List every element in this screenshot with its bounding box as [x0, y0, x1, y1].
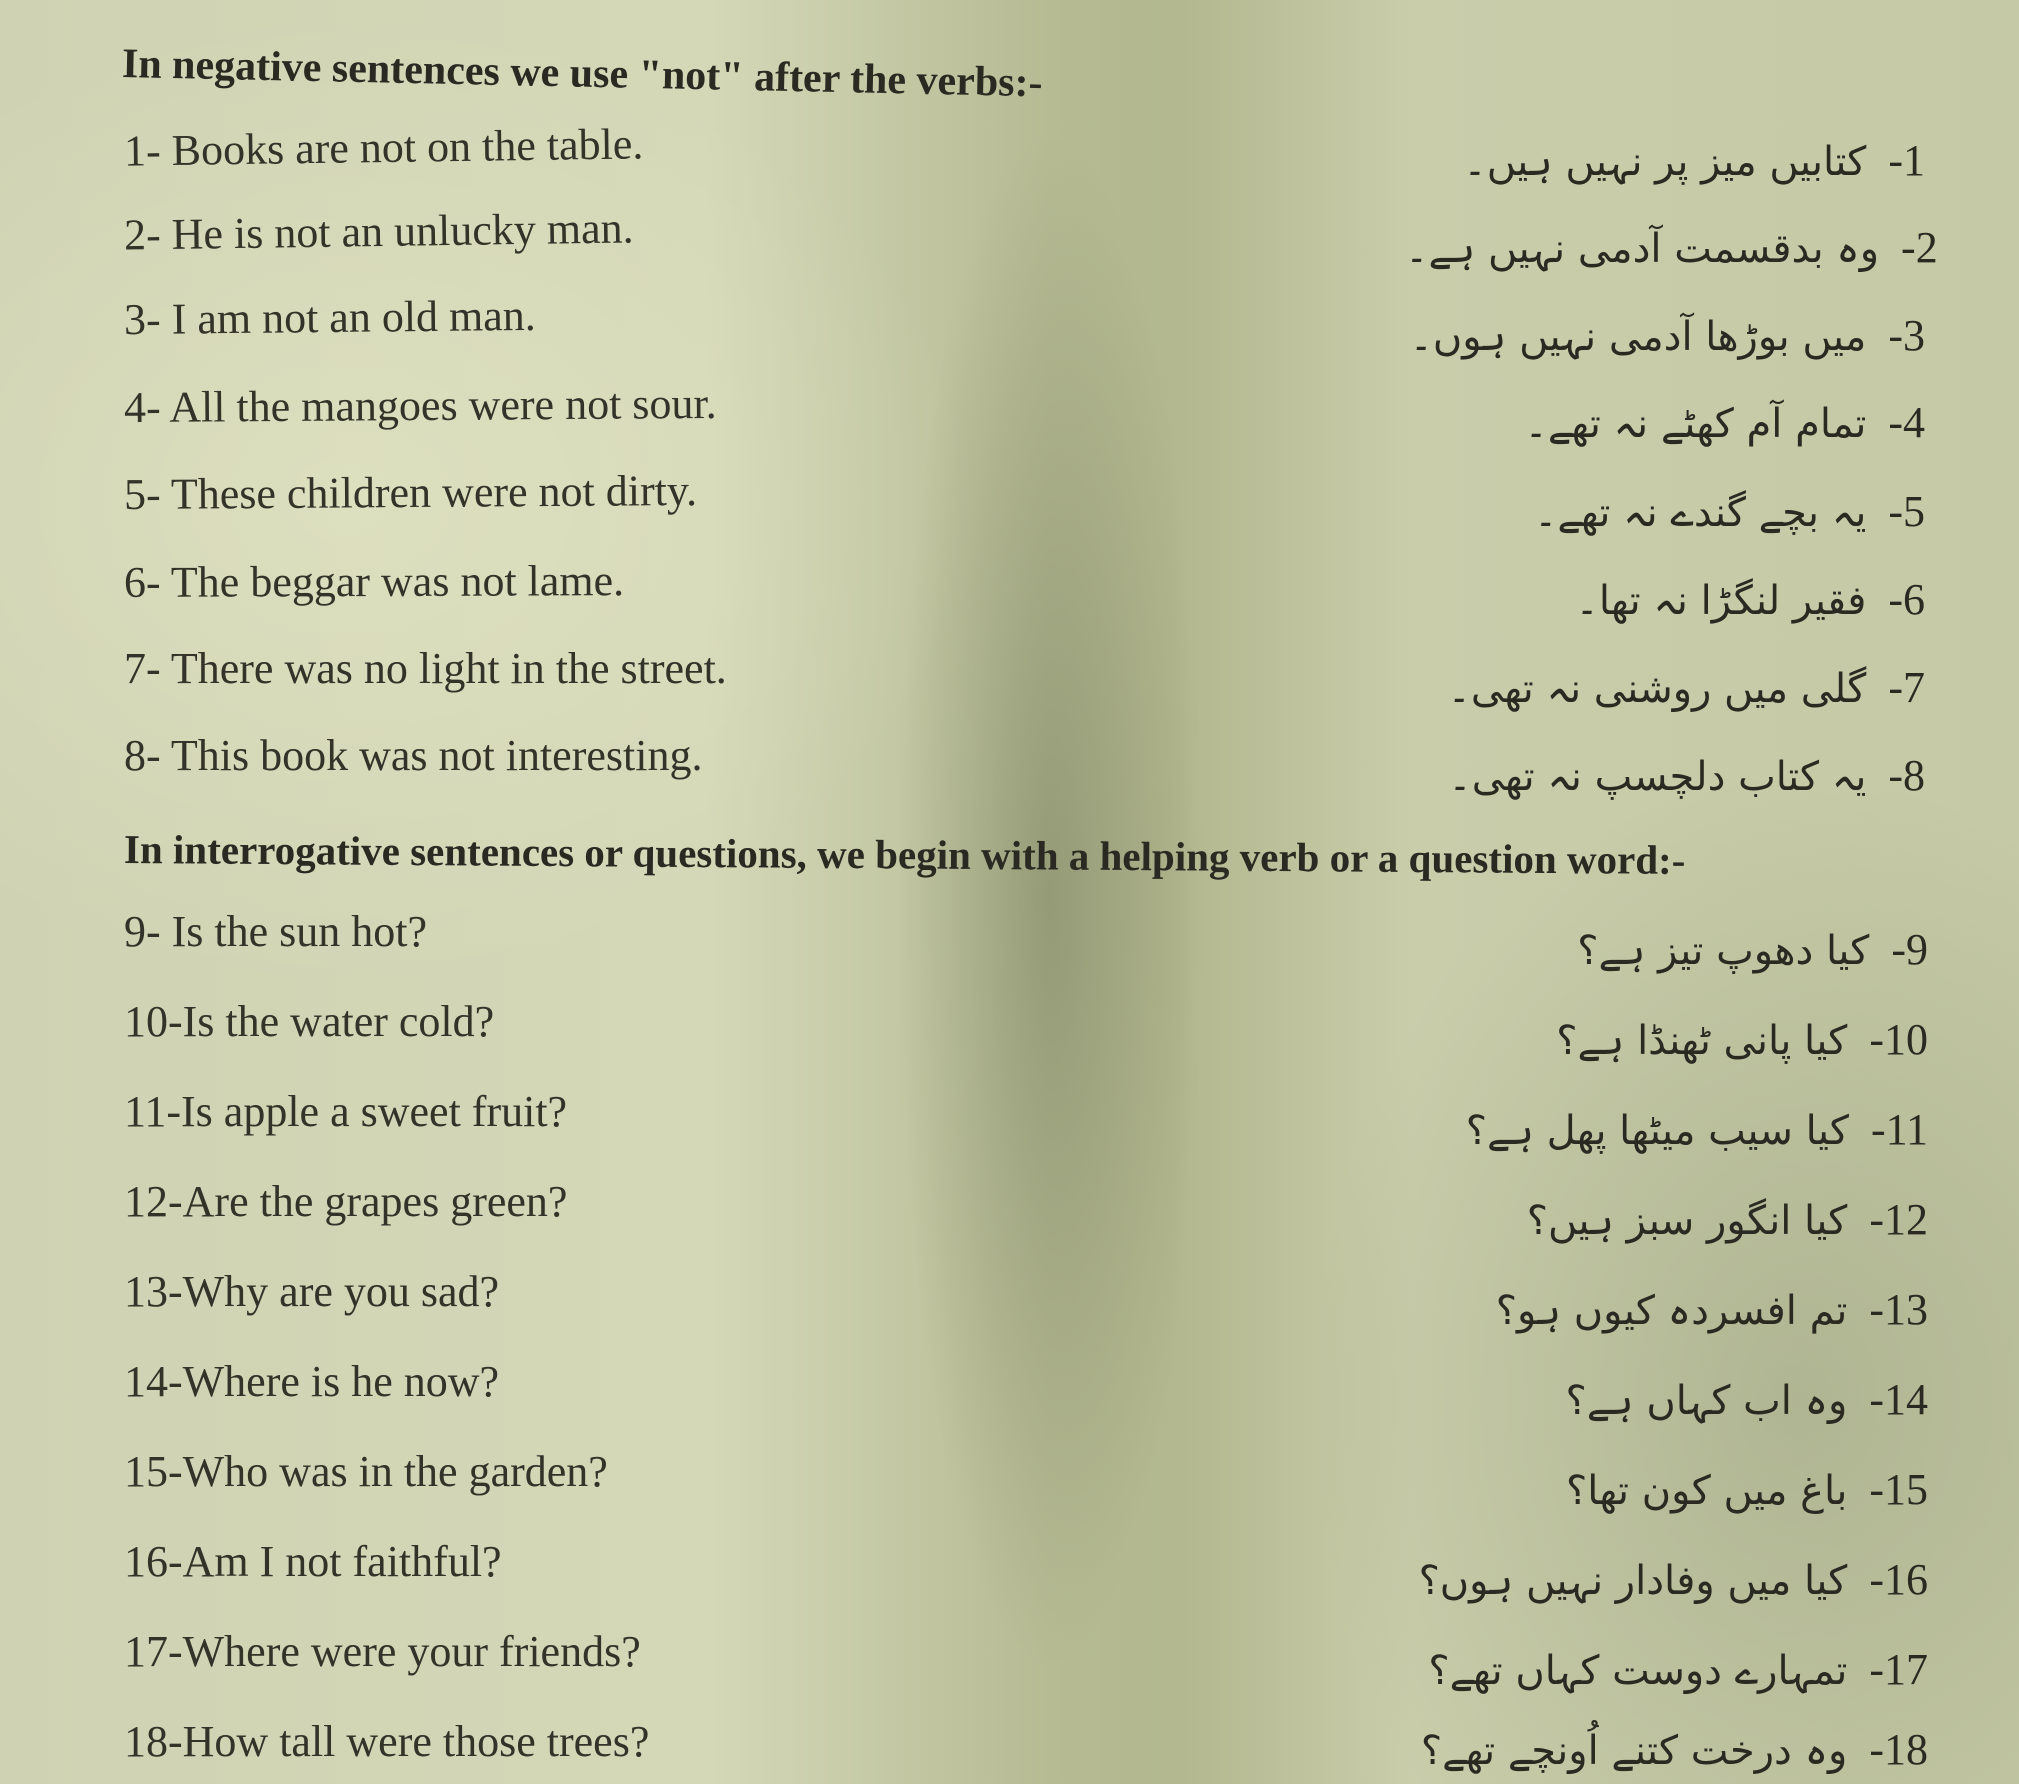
english-sentence-9: 9- Is the sun hot?	[124, 907, 428, 956]
urdu-sentence-11	[1408, 1104, 1928, 1155]
urdu-sentence-16	[1408, 1554, 1928, 1605]
urdu-text: کیا پانی ٹھنڈا ہے؟	[1556, 1018, 1848, 1064]
urdu-sentence-8	[1405, 750, 1925, 801]
english-sentence-8: 8- This book was not interesting.	[124, 731, 703, 780]
english-sentence-2: 2- He is not an unlucky man.	[123, 203, 634, 260]
urdu-number: -9	[1891, 925, 1928, 974]
urdu-text: کیا انگور سبز ہیں؟	[1526, 1198, 1848, 1244]
urdu-number: -17	[1869, 1645, 1928, 1694]
urdu-number: -3	[1888, 311, 1925, 360]
urdu-sentence-17	[1408, 1644, 1928, 1695]
urdu-text: تمہارے دوست کہاں تھے؟	[1428, 1648, 1848, 1694]
urdu-sentence-7	[1405, 662, 1925, 713]
urdu-text: تمام آم کھٹے نہ تھے۔	[1524, 401, 1867, 447]
urdu-sentence-5	[1405, 486, 1925, 537]
english-sentence-5: 5- These children were not dirty.	[123, 466, 698, 519]
english-sentence-13: 13-Why are you sad?	[124, 1267, 500, 1316]
english-sentence-11: 11-Is apple a sweet fruit?	[124, 1087, 568, 1136]
urdu-sentence-14	[1408, 1374, 1928, 1425]
urdu-number: -7	[1888, 663, 1925, 712]
urdu-sentence-10	[1408, 1014, 1928, 1065]
urdu-number: -6	[1888, 575, 1925, 624]
english-sentence-3: 3- I am not an old man.	[123, 290, 537, 345]
urdu-number: -18	[1869, 1725, 1928, 1774]
urdu-number: -16	[1869, 1555, 1928, 1604]
urdu-text: کیا میں وفادار نہیں ہوں؟	[1418, 1558, 1848, 1604]
urdu-sentence-3	[1405, 310, 1925, 361]
urdu-text: کیا سیب میٹھا پھل ہے؟	[1465, 1108, 1849, 1154]
urdu-sentence-6	[1405, 574, 1925, 625]
urdu-number: -10	[1869, 1015, 1928, 1064]
english-sentence-7: 7- There was no light in the street.	[124, 644, 727, 693]
urdu-text: یہ بچے گندے نہ تھے۔	[1533, 490, 1867, 536]
interrogative-sentences-heading: In interrogative sentences or questions, we begin with a helping verb or a question word:-	[123, 826, 1686, 883]
urdu-text: فقیر لنگڑا نہ تھا۔	[1575, 578, 1867, 624]
negative-sentences-heading: In negative sentences we use "not" after the verbs:-	[121, 41, 1043, 107]
urdu-sentence-4	[1405, 397, 1925, 448]
urdu-number: -15	[1869, 1465, 1928, 1514]
urdu-sentence-13	[1408, 1284, 1928, 1335]
urdu-number: -14	[1869, 1375, 1928, 1424]
english-sentence-12: 12-Are the grapes green?	[124, 1177, 568, 1226]
english-sentence-16: 16-Am I not faithful?	[124, 1537, 502, 1586]
urdu-text: وہ اب کہاں ہے؟	[1565, 1378, 1848, 1424]
english-sentence-1: 1- Books are not on the table.	[123, 119, 644, 176]
urdu-number: -2	[1901, 223, 1938, 272]
urdu-sentence-1	[1405, 135, 1925, 186]
urdu-number: -4	[1888, 398, 1925, 447]
urdu-text: باغ میں کون تھا؟	[1565, 1468, 1848, 1514]
urdu-text: یہ کتاب دلچسپ نہ تھی۔	[1448, 754, 1867, 800]
english-sentence-4: 4- All the mangoes were not sour.	[123, 378, 717, 433]
urdu-text: میں بوڑھا آدمی نہیں ہوں۔	[1409, 314, 1867, 360]
urdu-text: وہ درخت کتنے اُونچے تھے؟	[1420, 1728, 1848, 1774]
urdu-sentence-9	[1408, 924, 1928, 975]
urdu-number: -12	[1869, 1195, 1928, 1244]
english-sentence-14: 14-Where is he now?	[124, 1357, 500, 1406]
english-sentence-15: 15-Who was in the garden?	[124, 1447, 608, 1496]
english-sentence-6: 6- The beggar was not lame.	[123, 556, 625, 607]
urdu-text: گلی میں روشنی نہ تھی۔	[1447, 666, 1867, 712]
urdu-sentence-2	[1405, 222, 1938, 273]
urdu-sentence-15	[1408, 1464, 1928, 1515]
urdu-number: -11	[1870, 1105, 1928, 1154]
urdu-number: -13	[1869, 1285, 1928, 1334]
urdu-sentence-18	[1408, 1724, 1928, 1775]
urdu-number: -5	[1888, 487, 1925, 536]
urdu-text: کیا دھوپ تیز ہے؟	[1577, 928, 1870, 974]
english-sentence-17: 17-Where were your friends?	[124, 1627, 641, 1676]
urdu-text: تم افسردہ کیوں ہو؟	[1495, 1288, 1848, 1334]
english-sentence-18: 18-How tall were those trees?	[124, 1717, 650, 1766]
english-sentence-10: 10-Is the water cold?	[124, 997, 495, 1046]
urdu-number: -8	[1888, 751, 1925, 800]
urdu-text: کتابیں میز پر نہیں ہیں۔	[1463, 139, 1867, 185]
urdu-sentence-12	[1408, 1194, 1928, 1245]
urdu-number: -1	[1888, 136, 1925, 185]
urdu-text: وہ بدقسمت آدمی نہیں ہے۔	[1405, 226, 1880, 272]
